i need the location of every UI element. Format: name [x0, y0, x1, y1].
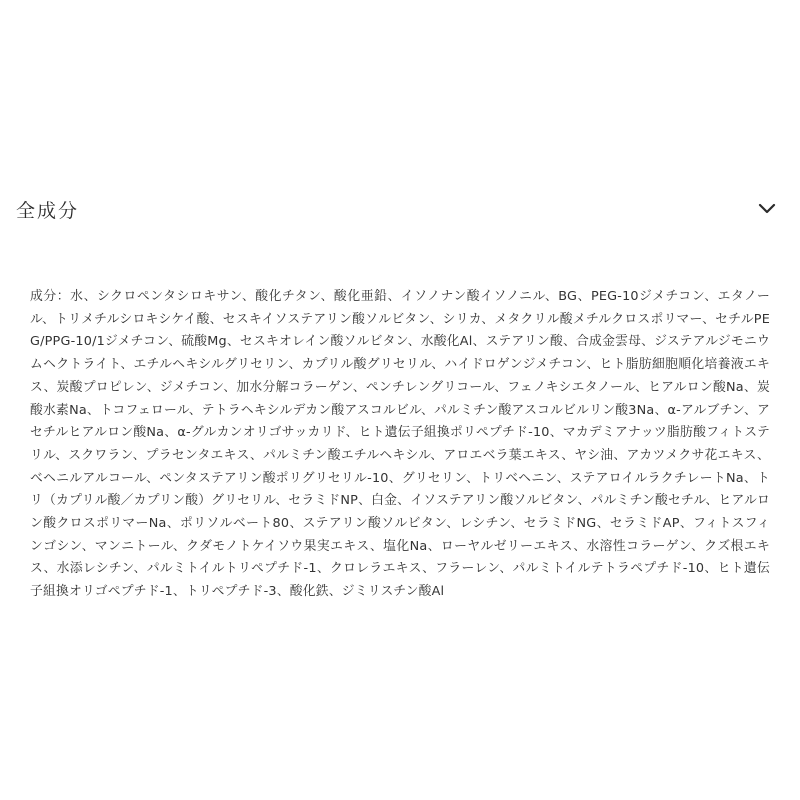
chevron-down-icon — [752, 194, 782, 224]
ingredients-accordion-header[interactable] — [0, 186, 800, 238]
accordion-toggle-button[interactable] — [752, 194, 782, 224]
ingredients-text: 成分：水、シクロペンタシロキサン、酸化チタン、酸化亜鉛、イソノナン酸イソノニル、BG、PEG-10ジメチコン、エタノール、トリメチルシロキシケイ酸、セスキイソステアリン酸ソルビタン、シリカ、メタクリル酸メチルクロスポリマー、セチルPEG/PPG-10/1ジメチコン、硫酸Mg、セスキオレイン酸ソルビタン、水酸化Al、ステアリン酸、合成金雲母、ジステアルジモニウムヘクトライト、エチルヘキシルグリセリン、カプリル酸グリセリル、ハイドロゲンジメチコン、ヒト脂肪細胞順化培養液エキス、炭酸プロピレン、ジメチコン、加水分解コラーゲン、ペンチレングリコール、フェノキシエタノール、ヒアルロン酸Na、炭酸水素Na、トコフェロール、テトラヘキシルデカン酸アスコルビル、パルミチン酸アスコルビルリン酸3Na、α-アルブチン、アセチルヒアルロン酸Na、α-グルカンオリゴサッカリド、ヒト遺伝子組換ポリペプチド-10、マカデミアナッツ脂肪酸フィトステリル、スクワラン、プラセンタエキス、パルミチン酸エチルヘキシル、アロエベラ葉エキス、ヤシ油、アカツメクサ花エキス、ベヘニルアルコール、ペンタステアリン酸ポリグリセリル-10、グリセリン、トリベヘニン、ステアロイルラクチレートNa、トリ（カプリル酸／カプリン酸）グリセリル、セラミドNP、白金、イソステアリン酸ソルビタン、パルミチン酸セチル、ヒアルロン酸クロスポリマーNa、ポリソルベート80、ステアリン酸ソルビタン、レシチン、セラミドNG、セラミドAP、フィトスフィンゴシン、マンニトール、クダモノトケイソウ果実エキス、塩化Na、ローヤルゼリーエキス、水溶性コラーゲン、クズ根エキス、水添レシチン、パルミトイルトリペプチド-1、クロレラエキス、フラーレン、パルミトイルテトラペプチド-10、ヒト遺伝子組換オリゴペプチド-1、トリペプチド-3、酸化鉄、ジミリスチン酸Al — [30, 289, 770, 600]
section-title: 全成分 — [16, 200, 80, 222]
ingredients-panel — [30, 286, 770, 604]
